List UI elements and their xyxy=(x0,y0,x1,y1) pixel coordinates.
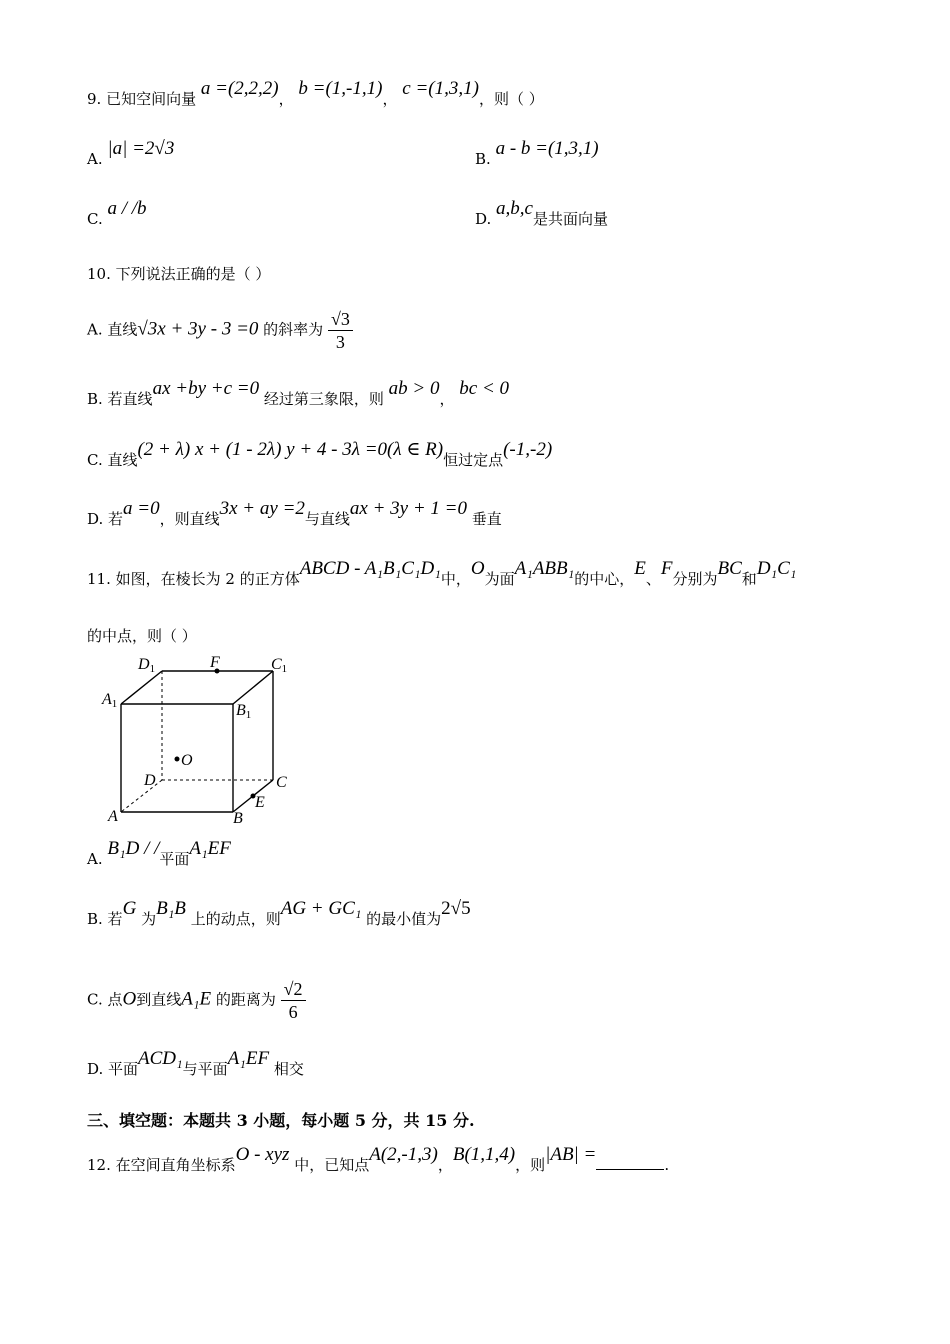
label-A1: A1 xyxy=(102,691,118,710)
label-C1: C1 xyxy=(271,656,288,675)
point-O xyxy=(175,757,180,762)
q9-option-c: C. a / /b xyxy=(87,198,147,228)
q10-option-d: D. 若a =0，则直线3x + ay =2与直线ax + 3y + 1 =0 垂直 xyxy=(87,498,502,528)
q9-stem: 9. 已知空间向量 a =(2,2,2)， b =(1,-1,1)， c =(1,3,1)，则（ ） xyxy=(87,78,544,108)
label-B1: B1 xyxy=(236,702,252,721)
q11-option-a: A. B₁D / /平面A₁EF xyxy=(87,838,231,868)
cube-figure xyxy=(100,652,300,832)
answer-blank[interactable] xyxy=(596,1155,664,1170)
q9-vector-c: c =(1,3,1) xyxy=(402,78,479,99)
q10-option-c: C. 直线(2 + λ) x + (1 - 2λ) y + 4 - 3λ =0(λ ∈ R)恒过定点(-1,-2) xyxy=(87,439,553,469)
label-A: A xyxy=(108,808,118,825)
q9-option-d: D. a,b,c是共面向量 xyxy=(475,198,608,228)
section-heading: 三、填空题：本题共 3 小题，每小题 5 分，共 15 分. xyxy=(87,1111,475,1130)
q10-option-b: B. 若直线ax +by +c =0 经过第三象限，则 ab > 0， bc < 0 xyxy=(87,378,510,408)
q11-stem: 11. 如图，在棱长为 2 的正方体ABCD - A₁B₁C₁D₁中，O为面A₁ABB₁的中心，E、F分别为BC和D₁C₁ xyxy=(87,558,797,588)
edge-C1-B1 xyxy=(233,671,273,704)
q9-vector-a: a =(2,2,2) xyxy=(200,78,279,99)
label-E: E xyxy=(255,794,265,811)
label-C: C xyxy=(276,774,287,791)
q10-stem: 10. 下列说法正确的是（ ） xyxy=(87,265,271,283)
q12-stem: 12. 在空间直角坐标系O - xyz 中，已知点A(2,-1,3)，B(1,1,4)，则|AB| = . xyxy=(87,1144,670,1174)
q10-option-a: A. 直线√3x + 3y - 3 =0 的斜率为 $\frac{√3}{3}$ xyxy=(87,308,353,353)
hidden-edge-D-A xyxy=(121,780,162,812)
q11-option-b: B. 若G 为B₁B 上的动点，则AG + GC₁ 的最小值为2√5 xyxy=(87,898,471,928)
label-O: O xyxy=(181,752,193,769)
label-D1: D1 xyxy=(138,656,156,675)
q9-option-a: A. |a| =2√3 xyxy=(87,138,175,168)
label-D: D xyxy=(144,772,156,789)
q11-option-c: C. 点O到直线A₁E 的距离为 $\frac{√2}{6}$ xyxy=(87,978,306,1023)
label-F: F xyxy=(210,654,220,671)
edge-A1-D1 xyxy=(121,671,162,704)
q11-option-d: D. 平面ACD₁与平面A₁EF 相交 xyxy=(87,1048,304,1078)
q9-option-b: B. a - b =(1,3,1) xyxy=(475,138,599,168)
q11-stem-line2: 的中点，则（ ） xyxy=(87,627,197,645)
q9-vector-b: b =(1,-1,1) xyxy=(298,78,383,99)
label-B: B xyxy=(233,810,243,827)
